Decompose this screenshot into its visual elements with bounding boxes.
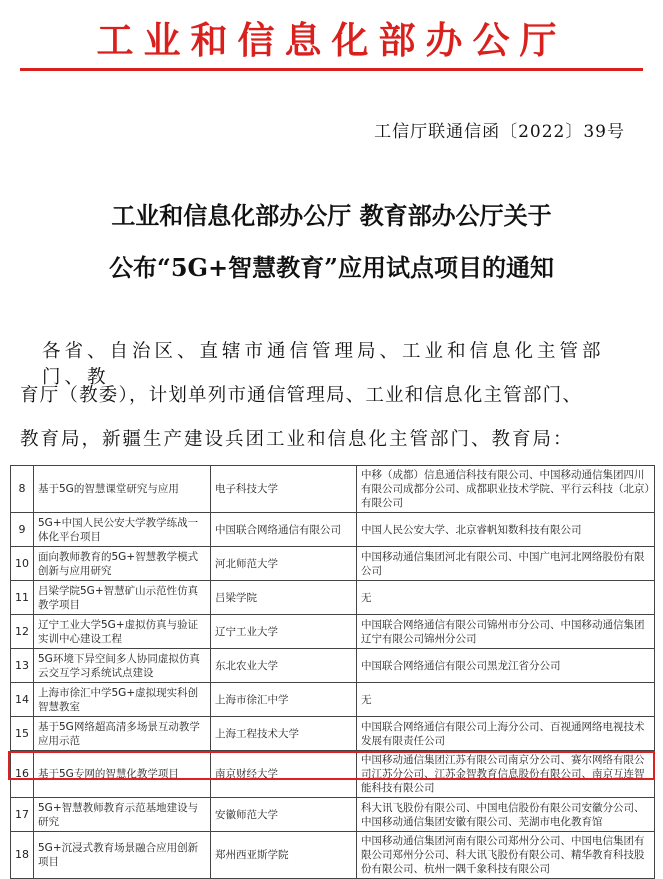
partner-units: 无 [357, 683, 655, 717]
project-name: 5G环境下异空间多人协同虚拟仿真云交互学习系统试点建设 [34, 649, 211, 683]
lead-unit: 中国联合网络通信有限公司 [211, 513, 357, 547]
row-number: 9 [11, 513, 34, 547]
row-number: 16 [11, 751, 34, 798]
lead-unit: 电子科技大学 [211, 466, 357, 513]
row-number: 18 [11, 832, 34, 879]
table-row [11, 615, 655, 649]
partner-units: 无 [357, 581, 655, 615]
table-row [11, 513, 655, 547]
row-number: 15 [11, 717, 34, 751]
partner-units: 中国移动通信集团河北有限公司、中国广电河北网络股份有限公司 [357, 547, 655, 581]
table-row [11, 717, 655, 751]
lead-unit: 安徽师范大学 [211, 798, 357, 832]
project-name: 基于5G网络超高清多场景互动教学应用示范 [34, 717, 211, 751]
table-row [11, 466, 655, 513]
row-number: 17 [11, 798, 34, 832]
row-number: 12 [11, 615, 34, 649]
addressee-line1: 各省、自治区、直辖市通信管理局、工业和信息化主管部门、教 [42, 341, 605, 388]
lead-unit: 东北农业大学 [211, 649, 357, 683]
table-row-highlighted [11, 798, 655, 832]
partner-units: 中国联合网络通信有限公司锦州市分公司、中国移动通信集团辽宁有限公司锦州分公司 [357, 615, 655, 649]
table-row [11, 649, 655, 683]
table-row [11, 751, 655, 798]
row-number: 13 [11, 649, 34, 683]
office-header: 工业和信息化部办公厅 [96, 19, 567, 62]
partner-units: 中国移动通信集团河南有限公司郑州分公司、中国电信集团有限公司郑州分公司、科大讯飞股份有限公司、精华教育科技股份有限公司、杭州一隅千象科技有限公司 [357, 832, 655, 879]
project-name: 吕梁学院5G+智慧矿山示范性仿真教学项目 [34, 581, 211, 615]
project-name: 面向教师教育的5G+智慧教学模式创新与应用研究 [34, 547, 211, 581]
partner-units: 中国移动通信集团江苏有限公司南京分公司、赛尔网络有限公司江苏分公司、江苏金智教育信息股份有限公司、南京互连智能科技有限公司 [357, 751, 655, 798]
lead-unit: 河北师范大学 [211, 547, 357, 581]
lead-unit: 辽宁工业大学 [211, 615, 357, 649]
partner-units: 中国联合网络通信有限公司黑龙江省分公司 [357, 649, 655, 683]
table-row [11, 547, 655, 581]
table-row [11, 581, 655, 615]
notice-title-line1: 工业和信息化部办公厅 教育部办公厅关于 [111, 201, 552, 230]
table-row [11, 832, 655, 879]
lead-unit: 南京财经大学 [211, 751, 357, 798]
partner-units: 中移（成都）信息通信科技有限公司、中国移动通信集团四川有限公司成都分公司、成都职业技术学院、平行云科技（北京）有限公司 [357, 466, 655, 513]
pilot-projects-table [10, 465, 655, 879]
project-name: 基于5G的智慧课堂研究与应用 [34, 466, 211, 513]
header-divider [20, 68, 643, 71]
lead-unit: 上海工程技术大学 [211, 717, 357, 751]
partner-units: 科大讯飞股份有限公司、中国电信股份有限公司安徽分公司、中国移动通信集团安徽有限公司、芜湖市电化教育馆 [357, 798, 655, 832]
addressee-line3: 教育局，新疆生产建设兵团工业和信息化主管部门、教育局： [20, 429, 574, 450]
lead-unit: 吕梁学院 [211, 581, 357, 615]
project-name: 基于5G专网的智慧化教学项目 [34, 751, 211, 798]
notice-title-line2: 公布“5G+智慧教育”应用试点项目的通知 [109, 253, 554, 282]
project-name: 5G+沉浸式教育场景融合应用创新项目 [34, 832, 211, 879]
partner-units: 中国人民公安大学、北京睿帆知数科技有限公司 [357, 513, 655, 547]
row-number: 11 [11, 581, 34, 615]
project-name: 5G+智慧教师教育示范基地建设与研究 [34, 798, 211, 832]
document-number: 工信厅联通信函〔2022〕39号 [374, 122, 625, 142]
project-name: 上海市徐汇中学5G+虚拟现实科创智慧教室 [34, 683, 211, 717]
project-name: 辽宁工业大学5G+虚拟仿真与验证实训中心建设工程 [34, 615, 211, 649]
lead-unit: 郑州西亚斯学院 [211, 832, 357, 879]
partner-units: 中国联合网络通信有限公司上海分公司、百视通网络电视技术发展有限责任公司 [357, 717, 655, 751]
row-number: 14 [11, 683, 34, 717]
lead-unit: 上海市徐汇中学 [211, 683, 357, 717]
table-row [11, 683, 655, 717]
addressee-line2: 育厅（教委），计划单列市通信管理局、工业和信息化主管部门、 [20, 385, 583, 406]
row-number: 8 [11, 466, 34, 513]
row-number: 10 [11, 547, 34, 581]
project-name: 5G+中国人民公安大学教学练战一体化平台项目 [34, 513, 211, 547]
